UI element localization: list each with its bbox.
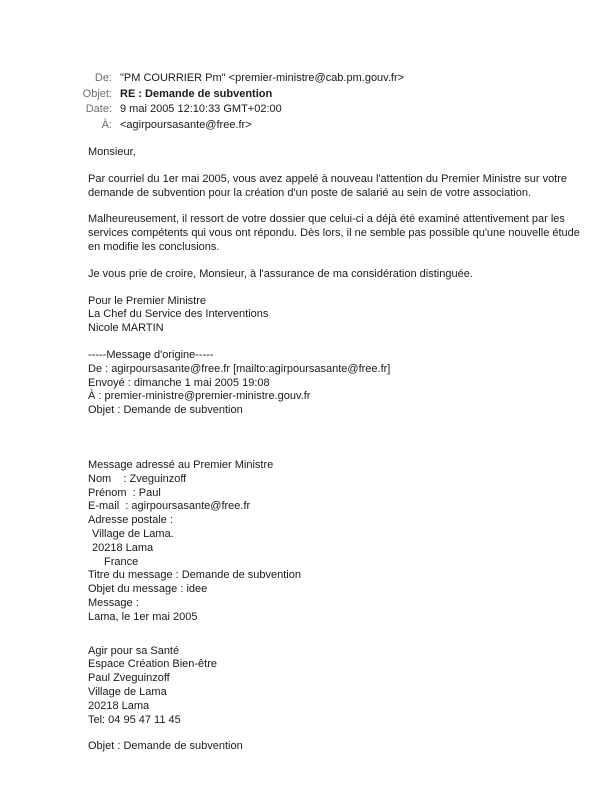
header-date-row (60, 102, 404, 118)
original-to: À : premier-ministre@premier-ministre.gouv.fr (88, 390, 311, 403)
header-to-row (60, 118, 404, 134)
header-date-value: 9 mai 2005 12:10:33 GMT+02:00 (120, 103, 282, 115)
header-from-row (60, 71, 404, 87)
sender-line-2: Espace Création Bien-être (88, 658, 218, 671)
sender-line-4: Village de Lama (88, 685, 167, 698)
header-date-label: Date: (85, 103, 112, 115)
header-subject-label: Objet: (82, 87, 112, 100)
closing-formula: Je vous prie de croire, Monsieur, à l'assurance de ma considération distinguée. (88, 267, 473, 280)
signature-name: Nicole MARTIN (88, 322, 164, 335)
form-title: Message adressé au Premier Ministre (88, 458, 274, 471)
original-subject: Objet : Demande de subvention (88, 404, 243, 417)
form-email: E-mail : agirpoursasante@free.fr (88, 500, 251, 513)
sender-line-5: 20218 Lama (88, 699, 150, 712)
header-subject-value: RE : Demande de subvention (120, 87, 273, 100)
signature-line-1: Pour le Premier Ministre (88, 294, 206, 307)
paragraph-1 (88, 173, 588, 201)
salutation: Monsieur, (88, 146, 136, 158)
email-header (60, 71, 404, 133)
form-nom: Nom : Zveguinzoff (88, 472, 187, 485)
form-message-label: Message : (88, 596, 139, 609)
header-from-value: "PM COURRIER Pm" <premier-ministre@cab.pm.gouv.fr> (120, 72, 405, 84)
letter-body (88, 146, 588, 754)
signature-line-2: La Chef du Service des Interventions (88, 308, 269, 321)
sender-line-3: Paul Zveguinzoff (88, 672, 170, 685)
contact-form-block (88, 459, 588, 625)
form-address-line-2: 20218 Lama (92, 541, 154, 554)
signature-block (88, 295, 588, 336)
form-objet: Objet du message : idee (88, 583, 208, 596)
header-to-value: <agirpoursasante@free.fr> (120, 118, 252, 131)
sender-line-1: Agir pour sa Santé (88, 644, 180, 657)
form-address-line-3: France (104, 555, 139, 568)
header-subject-row (60, 87, 404, 103)
sender-phone: Tel: 04 95 47 11 45 (88, 713, 181, 726)
paragraph-1-line-1: Par courriel du 1er mai 2005, vous avez appelé à nouveau l'attention du Premier Ministre sur votre (88, 172, 568, 185)
paragraph-2-line-2: services compétents qui vous ont répondu. Dès lors, il ne semble pas possible qu'une nouvelle étude (88, 227, 580, 240)
form-adresse-label: Adresse postale : (88, 514, 173, 527)
form-titre: Titre du message : Demande de subvention (88, 569, 301, 582)
header-from-label: De: (94, 72, 112, 84)
original-message-block (88, 349, 588, 418)
paragraph-2-line-1: Malheureusement, il ressort de votre dossier que celui-ci a déjà été examiné attentivement par les (88, 213, 565, 226)
sender-block (88, 645, 588, 728)
form-place-date: Lama, le 1er mai 2005 (88, 610, 198, 623)
header-to-label: À: (101, 118, 112, 131)
form-address-line-1: Village de Lama. (92, 527, 174, 540)
form-prenom: Prénom : Paul (88, 486, 161, 499)
sender-subject: Objet : Demande de subvention (88, 740, 243, 753)
original-message-marker: -----Message d'origine----- (88, 348, 214, 361)
paragraph-1-line-2: demande de subvention pour la création d'un poste de salarié au sein de votre association. (88, 186, 532, 199)
paragraph-2-line-3: en modifie les conclusions. (88, 240, 220, 253)
original-sent: Envoyé : dimanche 1 mai 2005 19:08 (88, 376, 270, 389)
original-from: De : agirpoursasante@free.fr [mailto:agirpoursasante@free.fr] (88, 362, 391, 375)
paragraph-2 (88, 213, 588, 254)
